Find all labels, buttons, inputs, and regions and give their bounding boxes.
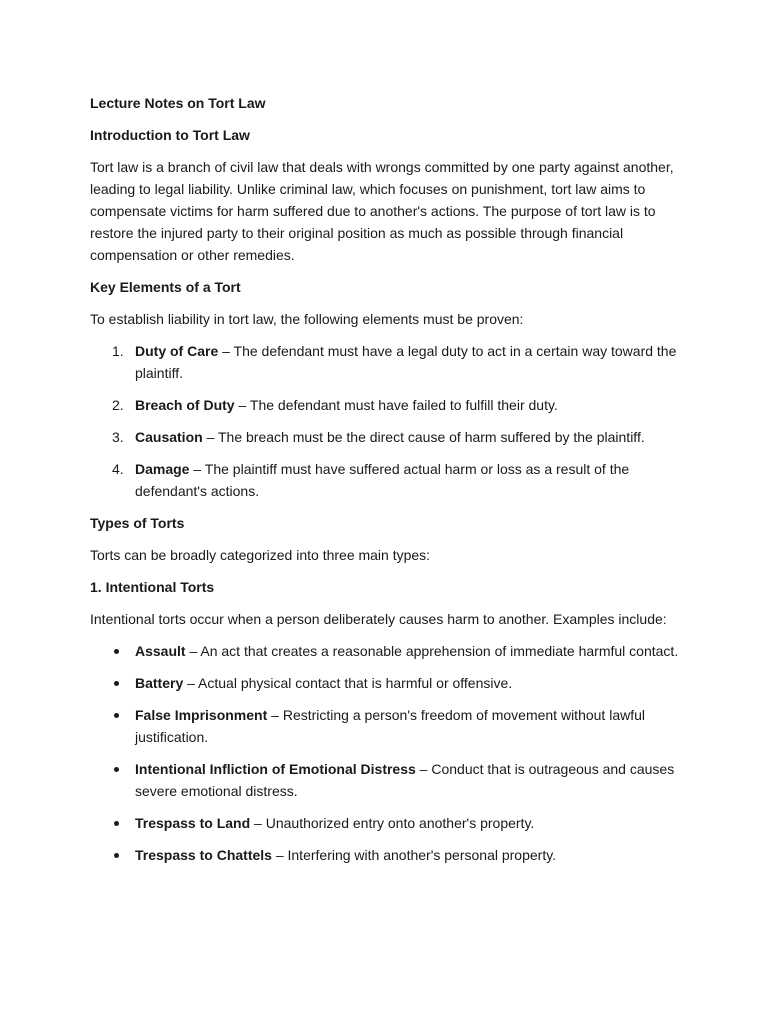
list-item (90, 672, 682, 694)
element-description: – The breach must be the direct cause of harm suffered by the plaintiff. (202, 429, 645, 445)
intentional-torts-list (90, 640, 682, 866)
list-item (90, 394, 682, 416)
bullet-icon (114, 713, 119, 718)
tort-term: False Imprisonment (135, 707, 268, 723)
tort-description: – Unauthorized entry onto another's property. (250, 815, 535, 831)
bullet-icon (114, 681, 119, 686)
bullet-icon (114, 649, 119, 654)
elements-intro: To establish liability in tort law, the following elements must be proven: (90, 311, 524, 327)
tort-description: – Restricting a person's freedom of movement without lawful justification. (135, 707, 645, 745)
list-item (90, 640, 682, 662)
element-term: Duty of Care (135, 343, 219, 359)
element-description: – The plaintiff must have suffered actual harm or loss as a result of the defendant's actions. (135, 461, 630, 499)
list-number: 1. (112, 343, 124, 359)
types-intro: Torts can be broadly categorized into three main types: (90, 547, 431, 563)
list-number: 4. (112, 461, 124, 477)
intentional-torts-intro: Intentional torts occur when a person deliberately causes harm to another. Examples include: (90, 611, 667, 627)
bullet-icon (114, 821, 119, 826)
tort-term: Trespass to Land (135, 815, 251, 831)
intro-heading: Introduction to Tort Law (90, 127, 250, 143)
elements-list (90, 340, 682, 502)
list-item (90, 340, 682, 384)
tort-description: – Actual physical contact that is harmful or offensive. (183, 675, 513, 691)
list-item (90, 812, 682, 834)
tort-term: Intentional Infliction of Emotional Distress (135, 761, 416, 777)
intentional-torts-heading: 1. Intentional Torts (90, 579, 215, 595)
bullet-icon (114, 853, 119, 858)
element-description: – The defendant must have failed to fulfill their duty. (234, 397, 558, 413)
list-item (90, 458, 682, 502)
tort-description: – An act that creates a reasonable apprehension of immediate harmful contact. (185, 643, 679, 659)
document-body (90, 92, 682, 876)
document-title: Lecture Notes on Tort Law (90, 95, 266, 111)
tort-term: Trespass to Chattels (135, 847, 272, 863)
list-item (90, 758, 682, 802)
tort-description: – Interfering with another's personal property. (271, 847, 557, 863)
types-heading: Types of Torts (90, 515, 185, 531)
tort-description: – Conduct that is outrageous and causes severe emotional distress. (135, 761, 675, 799)
list-item (90, 844, 682, 866)
list-number: 3. (112, 429, 124, 445)
element-term: Damage (135, 461, 190, 477)
tort-term: Assault (135, 643, 186, 659)
list-number: 2. (112, 397, 124, 413)
element-term: Causation (135, 429, 203, 445)
bullet-icon (114, 767, 119, 772)
element-term: Breach of Duty (135, 397, 235, 413)
tort-term: Battery (135, 675, 184, 691)
list-item (90, 426, 682, 448)
elements-heading: Key Elements of a Tort (90, 279, 241, 295)
element-description: – The defendant must have a legal duty to act in a certain way toward the plaintiff. (135, 343, 677, 381)
intro-paragraph: Tort law is a branch of civil law that deals with wrongs committed by one party against another, leading to legal liability. Unlike criminal law, which focuses on punishment, tort law aims to compensate victims for harm suffered due to another's actions. The purpose of tort law is to restore the injured party to their original position as much as possible through financial compensation or other remedies. (90, 159, 674, 263)
list-item (90, 704, 682, 748)
